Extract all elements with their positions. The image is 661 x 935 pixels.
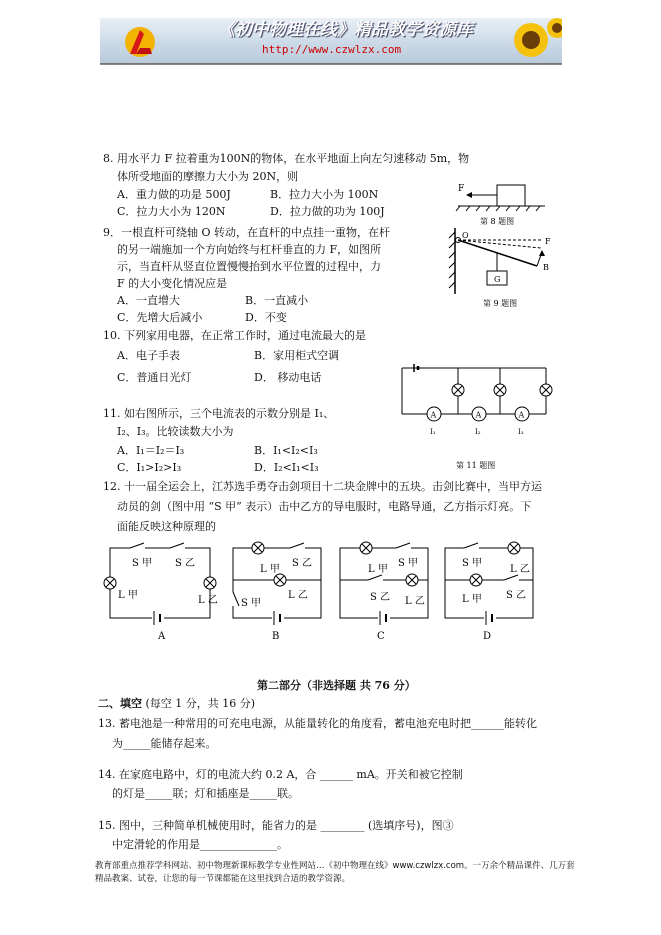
q10-option-d: D． 移动电话 [254,371,322,384]
svg-text:B: B [272,631,280,642]
svg-text:C: C [377,631,385,642]
q9-stem-line4: F 的大小变化情况应是 [117,277,228,290]
q8-option-b: B．拉力大小为 100N [270,188,379,201]
q9-option-c: C．先增大后减小 [117,311,203,324]
q13-line2: 为_____能储存起来。 [112,737,217,750]
section-label: 二、填空 [98,697,142,710]
q15-line1: 15. 图中，三种简单机械使用时，能省力的是 ________ (选填序号)，图③ [98,819,454,832]
q10-option-a: A．电子手表 [117,349,180,362]
q9-stem-line2: 的另一端施加一个方向始终与杠杆垂直的力 F，如图所 [117,243,382,256]
q9-caption: 第 9 题图 [483,299,518,308]
q13-line1: 13. 蓄电池是一种常用的可充电电源，从能量转化的角度看，蓄电池充电时把______能转化 [98,717,537,730]
q12-stem-line3: 面能反映这种原理的 [117,520,216,533]
q11-caption: 第 11 题图 [456,461,496,470]
q8-option-d: D．拉力做的功为 100J [270,205,385,218]
q8-stem-line2: 体所受地面的摩擦力大小为 20N，则 [117,170,299,183]
banner-title: 《初中物理在线》精品教学资源库 [218,20,473,40]
q11-ammeter-3-icon [515,407,529,421]
q10-option-c: C．普通日光灯 [117,371,192,384]
q9-option-a: A．一直增大 [117,294,180,307]
svg-text:I₃: I₃ [518,428,524,436]
sunflower-icon [495,18,562,63]
svg-text:L 乙: L 乙 [198,595,218,606]
svg-text:S 甲: S 甲 [132,558,153,569]
svg-text:L 甲: L 甲 [260,564,280,575]
q10-option-b: B．家用柜式空调 [254,349,340,362]
footer-text: 教育部重点推荐学科网站、初中物理新课标教学专业性网站…《初中物理在线》www.czwlzx.com。一万余个精品课件、几万套精品教案、试卷，让您的每一节课都能在这里找到合适的教学资源。 [95,861,575,884]
svg-text:A: A [475,410,482,420]
q11-stem-line2: I₂、I₃。比较读数大小为 [117,425,234,438]
q12-circuit-c [340,542,428,642]
q10-stem: 10. 下列家用电器，在正常工作时，通过电流最大的是 [103,329,366,342]
part2-title: 第二部分（非选择题 共 76 分） [257,679,416,692]
q12-stem-line2: 动员的剑（图中用 “S 甲” 表示）击中乙方的导电服时，电路导通，乙方指示灯亮。下 [117,500,532,513]
q11-ammeter-2-icon [472,407,486,421]
q8-force-label: F [458,184,465,194]
q9-stem-line1: 9．一根直杆可绕轴 O 转动，在直杆的中点挂一重物，在杆 [103,226,391,239]
svg-text:I₁: I₁ [430,428,436,436]
q12-circuits [100,540,560,645]
q11-ammeter-1-icon [427,407,441,421]
q12-circuit-d [445,542,533,642]
svg-text:O: O [462,231,469,240]
q8-option-a: A．重力做的功是 500J [117,188,231,201]
svg-text:S 乙: S 乙 [175,558,196,569]
q11-figure [396,362,556,474]
q9-stem-line3: 示，当直杆从竖直位置慢慢抬到水平位置的过程中，力 [117,260,381,273]
svg-text:L 甲: L 甲 [368,564,388,575]
svg-text:L 乙: L 乙 [510,564,530,575]
svg-text:S 甲: S 甲 [398,558,419,569]
q11-option-a: A．I₁＝I₂＝I₃ [117,444,185,457]
svg-text:L 甲: L 甲 [118,590,138,601]
q12-circuit-a [104,543,218,642]
svg-text:G: G [494,275,501,284]
svg-text:A: A [430,410,437,420]
q12-stem-line1: 12. 十一届全运会上，江苏选手勇夺击剑项目十二块金牌中的五块。击剑比赛中，当甲方运 [103,480,542,493]
q9-option-b: B．一直减小 [245,294,309,307]
q9-figure [445,226,555,314]
section-heading [98,697,255,711]
svg-text:S 乙: S 乙 [292,558,313,569]
header-banner [100,18,562,64]
q8-figure [450,172,550,227]
q11-option-c: C．I₁>I₂>I₃ [117,461,182,474]
q11-lamp-2-icon [494,384,506,396]
q14-line2: 的灯是_____联；灯和插座是_____联。 [112,787,299,800]
q15-line2: 中定滑轮的作用是______________。 [112,838,288,851]
banner-url[interactable]: http://www.czwlzx.com [262,43,402,56]
q8-caption: 第 8 题图 [480,217,515,226]
q9-option-d: D．不变 [245,311,287,324]
svg-text:S 甲: S 甲 [462,558,483,569]
q12-circuit-b [228,542,321,642]
header-rule [100,64,562,65]
q14-line1: 14. 在家庭电路中，灯的电流大约 0.2 A，合 ______ mA。开关和被它控制 [98,768,463,781]
svg-text:S 甲: S 甲 [241,598,262,609]
q11-option-b: B．I₁<I₂<I₃ [254,444,318,457]
svg-text:A: A [158,631,166,642]
svg-text:A: A [518,410,525,420]
q11-lamp-3-icon [540,384,552,396]
svg-text:F: F [545,237,551,246]
section-note: (每空 1 分，共 16 分) [145,697,256,710]
svg-text:L 甲: L 甲 [462,594,482,605]
svg-text:S 乙: S 乙 [506,590,527,601]
svg-text:L 乙: L 乙 [405,596,425,607]
q11-option-d: D．I₂<I₁<I₃ [254,461,319,474]
svg-text:D: D [483,631,492,642]
svg-text:L 乙: L 乙 [288,590,308,601]
q8-option-c: C．拉力大小为 120N [117,205,226,218]
svg-text:S 乙: S 乙 [370,592,391,603]
q11-stem-line1: 11. 如右图所示，三个电流表的示数分别是 I₁、 [103,407,335,420]
svg-text:B: B [543,263,549,272]
svg-text:I₂: I₂ [475,428,481,436]
site-logo-icon [122,24,162,60]
q11-lamp-1-icon [452,384,464,396]
q8-stem-line1: 8. 用水平力 F 拉着重为100N的物体，在水平地面上向左匀速移动 5m，物 [103,152,470,165]
